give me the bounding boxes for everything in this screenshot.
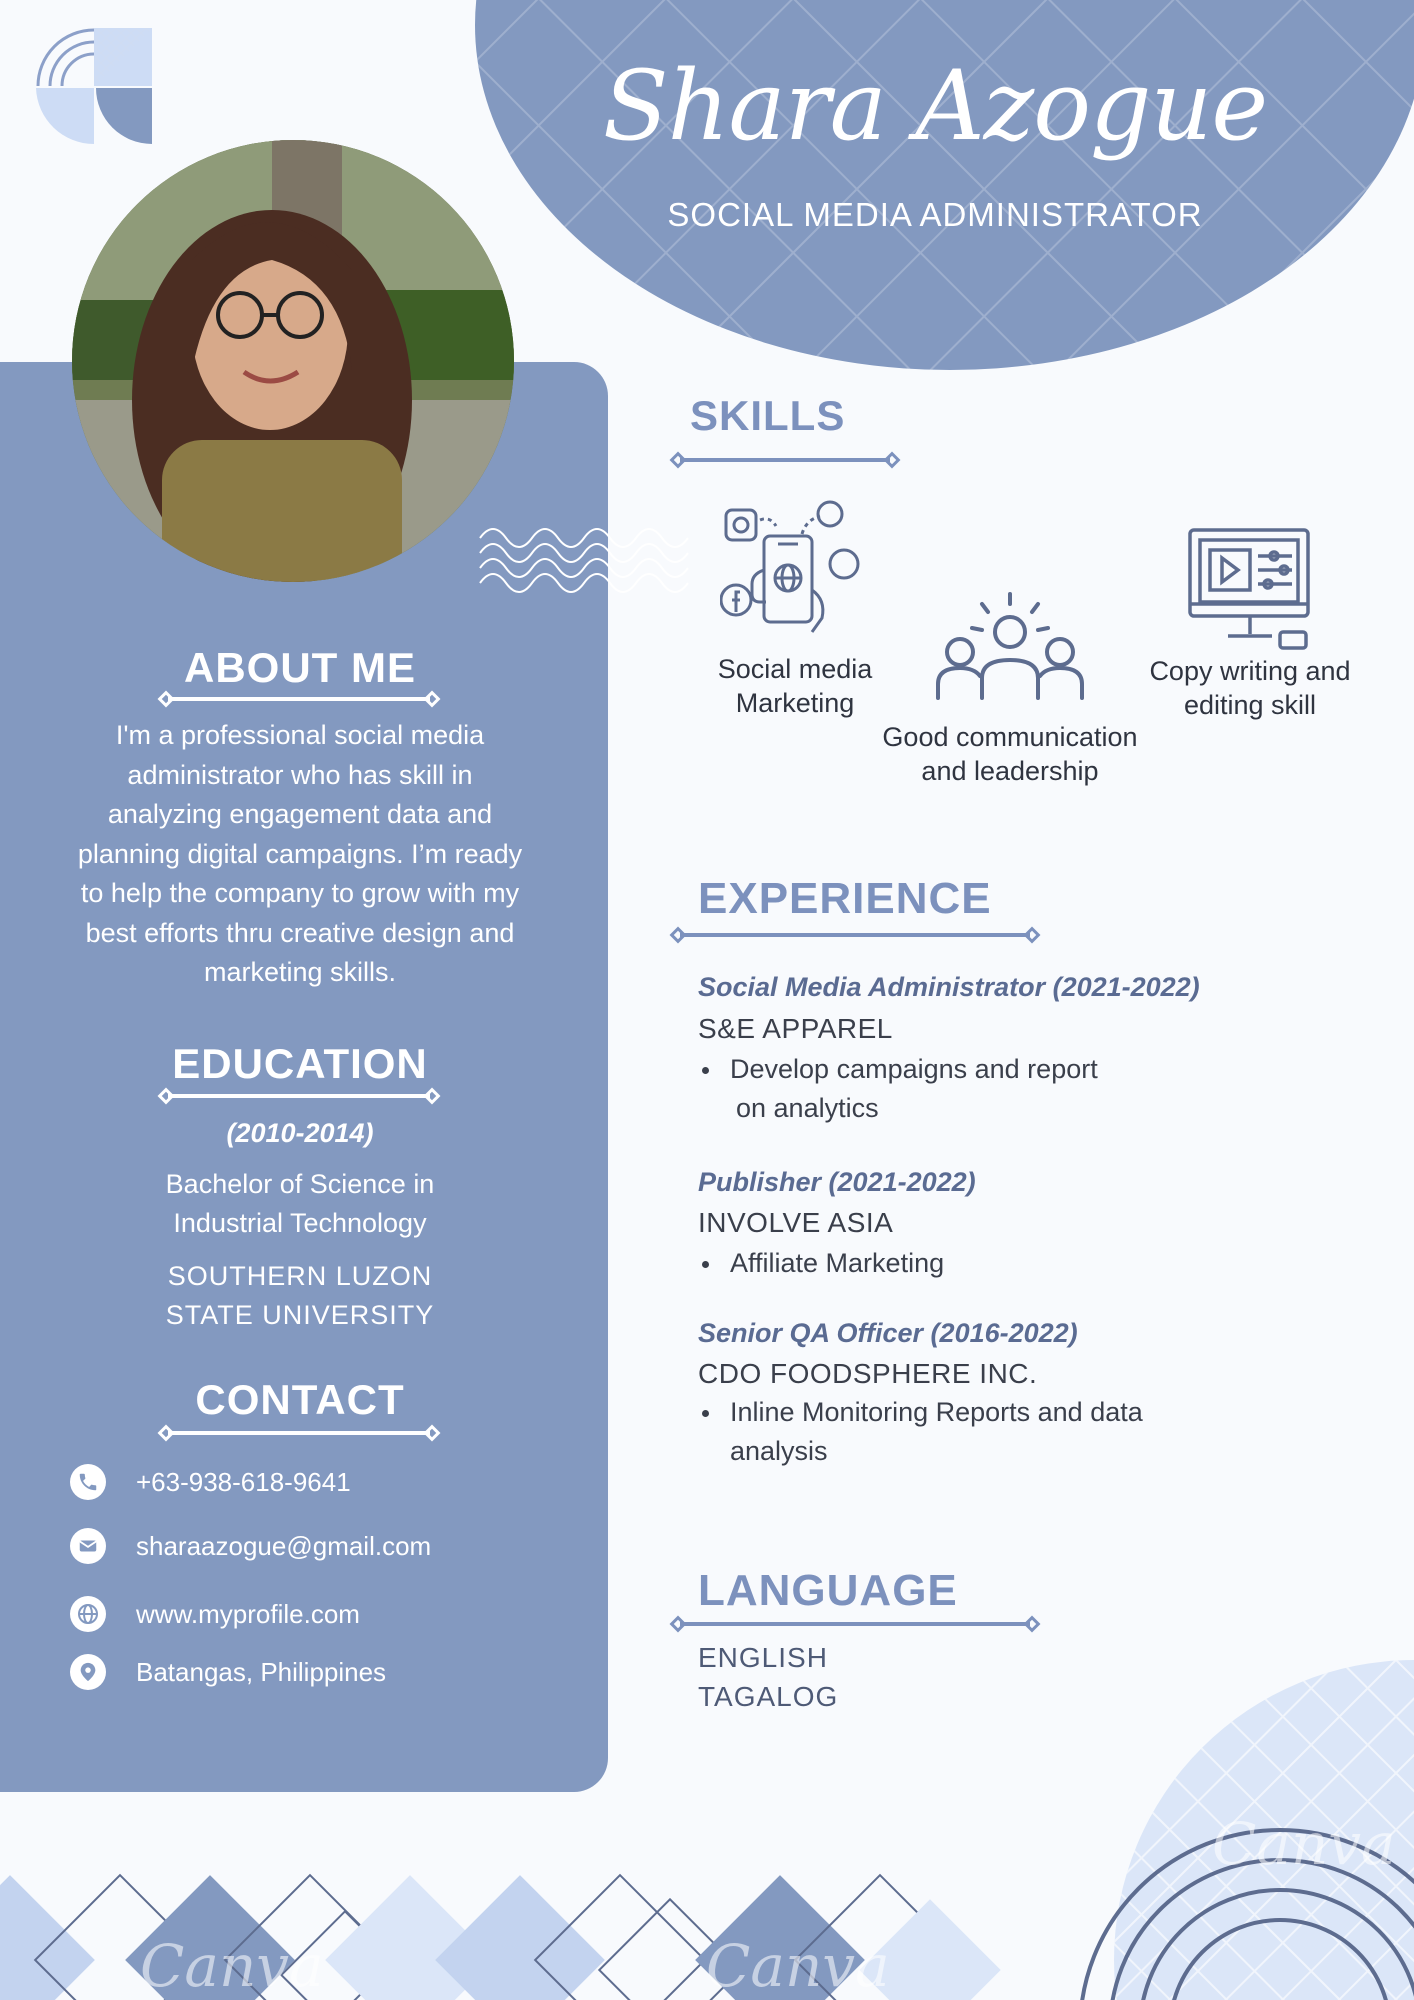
job-company: INVOLVE ASIA [698, 1207, 894, 1238]
phone-icon [70, 1464, 106, 1500]
watermark-text: Canva [140, 1932, 324, 2000]
about-line: administrator who has skill in [127, 759, 473, 790]
job-title: Social Media Administrator (2021-2022) [698, 972, 1200, 1002]
skill-line: Copy writing and [1149, 656, 1351, 686]
envelope-icon [70, 1528, 106, 1564]
resume-role: SOCIAL MEDIA ADMINISTRATOR [667, 196, 1203, 233]
education-years: (2010-2014) [226, 1118, 374, 1148]
email-text: sharaazogue@gmail.com [136, 1531, 432, 1561]
language-item: TAGALOG [698, 1681, 839, 1712]
education-degree [40, 1165, 560, 1243]
degree-line: Industrial Technology [173, 1208, 427, 1238]
about-divider [160, 691, 438, 707]
skills-heading: SKILLS [690, 392, 846, 439]
experience-divider [672, 927, 1038, 943]
website-text: www.myprofile.com [136, 1599, 360, 1629]
education-heading: EDUCATION [172, 1040, 428, 1087]
bullet-line: Inline Monitoring Reports and data [730, 1397, 1143, 1427]
monitor-editing-icon [1188, 528, 1312, 654]
education-divider [160, 1088, 438, 1104]
bullet-line: Develop campaigns and report [730, 1054, 1098, 1084]
skill-line: and leadership [921, 756, 1099, 786]
language-heading: LANGUAGE [698, 1566, 958, 1615]
skill-line: Social media [717, 654, 873, 684]
about-line: analyzing engagement data and [107, 799, 493, 829]
education-school [40, 1257, 560, 1335]
skills-divider [672, 452, 898, 468]
resume-name: Shara Azogue [602, 50, 1268, 162]
team-leadership-icon [932, 590, 1088, 702]
contact-heading: CONTACT [195, 1376, 405, 1423]
location-text: Batangas, Philippines [136, 1657, 387, 1687]
job-bullet [702, 1050, 1098, 1128]
wave-decoration-icon [478, 518, 698, 598]
about-line: I'm a professional social media [115, 720, 485, 750]
skill-line: editing skill [1183, 690, 1317, 720]
bullet-line: on analytics [736, 1093, 879, 1123]
contact-divider [160, 1425, 438, 1441]
language-divider [672, 1616, 1038, 1632]
logo-mark-icon [36, 28, 154, 146]
social-media-phone-icon [720, 500, 866, 640]
phone-text: +63-938-618-9641 [136, 1467, 351, 1497]
school-line: SOUTHERN LUZON [167, 1261, 433, 1291]
skill-line: Good communication [882, 722, 1138, 752]
skill-communication-label [860, 720, 1160, 788]
skill-line: Marketing [735, 688, 855, 718]
about-line: planning digital campaigns. I’m ready [77, 838, 523, 869]
skill-copywriting-label [1130, 654, 1370, 722]
degree-line: Bachelor of Science in [165, 1169, 435, 1199]
bullet-line: Affiliate Marketing [730, 1248, 945, 1278]
bullet-dot [702, 1410, 709, 1417]
location-pin-icon [70, 1654, 106, 1690]
about-heading: ABOUT ME [184, 644, 416, 691]
job-company: S&E APPAREL [698, 1013, 893, 1044]
watermark-text: Canva [1212, 1810, 1396, 1878]
skill-social-media-label [680, 652, 910, 720]
language-item: ENGLISH [698, 1642, 828, 1673]
about-line: marketing skills. [203, 957, 397, 987]
watermark-text: Canva [706, 1932, 890, 2000]
job-bullet [702, 1244, 944, 1283]
bullet-dot [702, 1067, 709, 1074]
bullet-line: analysis [730, 1436, 828, 1466]
bullet-dot [702, 1261, 709, 1268]
job-title: Publisher (2021-2022) [698, 1167, 976, 1197]
job-bullet [702, 1393, 1143, 1471]
job-company: CDO FOODSPHERE INC. [698, 1358, 1038, 1389]
about-line: best efforts thru creative design and [85, 917, 515, 948]
globe-icon [70, 1596, 106, 1632]
experience-heading: EXPERIENCE [698, 874, 992, 923]
about-text [40, 716, 560, 993]
job-title: Senior QA Officer (2016-2022) [698, 1318, 1078, 1348]
profile-photo [72, 140, 514, 582]
school-line: STATE UNIVERSITY [165, 1300, 435, 1330]
about-line: to help the company to grow with my [80, 878, 520, 908]
